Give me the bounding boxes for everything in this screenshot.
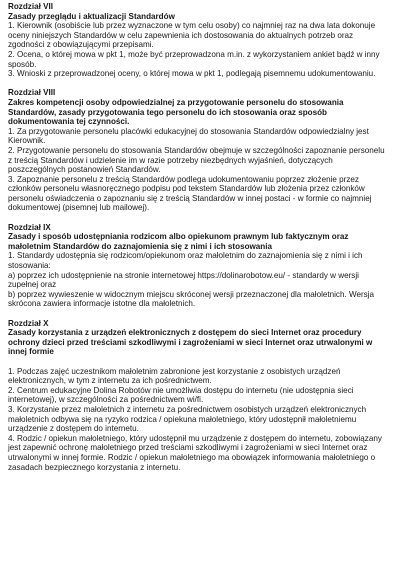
section-title: Rozdział VII bbox=[8, 2, 53, 11]
blank-line bbox=[8, 357, 390, 367]
section-rozdzial-ix bbox=[8, 223, 390, 309]
paragraph: 1. Podczas zajęć uczestnikom małoletnim zabronione jest korzystanie z osobistych urządzeń elektronicznych, w tym z internetu za ich pośrednictwem. bbox=[8, 366, 341, 386]
section-heading: Zasady przeglądu i aktualizacji Standardów bbox=[8, 11, 175, 21]
section-title: Rozdział IX bbox=[8, 222, 51, 232]
paragraph: 3. Korzystanie przez małoletnich z internetu za pośrednictwem osobistych urządzeń elektronicznych małoletnich odbywa się na ryzyko rodzica / opiekuna małoletniego, który udostępnił małoletniemu urządzenie z dostępem do internetu. bbox=[8, 404, 367, 434]
section-title: Rozdział VIII bbox=[8, 88, 56, 98]
section-rozdzial-vii bbox=[8, 2, 390, 79]
paragraph: a) poprzez ich udostępnienie na stronie internetowej https://dolinarobotow.eu/ - standardy w wersji zupełnej oraz bbox=[8, 270, 359, 290]
paragraph: 2. Przygotowanie personelu do stosowania Standardów obejmuje w szczególności zapoznanie personelu z treścią Standardów i udzielenie im w razie potrzeby niezbędnych wyjaśnień, dotyczących poszczególnych postanowień Standardów. bbox=[8, 145, 385, 175]
section-heading: Zasady korzystania z urządzeń elektronicznych z dostępem do sieci Internet oraz procedury ochrony dzieci przed treściami szkodliwymi i zagrożeniami w sieci Internet oraz utrwalonymi w innej formie bbox=[8, 328, 373, 357]
paragraph: b) poprzez wywieszenie w widocznym miejscu skróconej wersji przeznaczonej dla małoletnich. Wersja skrócona zawiera informacje istotne dla małoletnich. bbox=[8, 289, 375, 309]
section-title: Rozdział X bbox=[8, 318, 49, 328]
section-heading: Zakres kompetencji osoby odpowiedzialnej za przygotowanie personelu do stosowania Standardów, zasady przygotowania tego personelu do ich stosowania oraz sposób dokumentowania tej czynności. bbox=[8, 97, 344, 127]
paragraph: 2. Ocena, o której mowa w pkt 1, może być przeprowadzona m.in. z wykorzystaniem ankiet bądź w inny sposób. bbox=[8, 49, 380, 69]
paragraph: 2. Centrum edukacyjne Dolina Robotów nie umożliwia dostępu do internetu (nie udostępnia sieci internetowej), w szczególności za pośrednictwem wi/fi. bbox=[8, 385, 354, 405]
section-rozdzial-viii bbox=[8, 88, 390, 213]
paragraph: 3. Zapoznanie personelu z treścią Standardów podlega udokumentowaniu poprzez złożenie przez członków personelu własnoręcznego podpisu pod tekstem Standardów lub złożenia przez członków personelu oświadczenia o zapoznaniu się z treścią Standardów w innej postaci - w formie co najmniej dokumentowej (pisemnej lub mailowej). bbox=[8, 174, 372, 213]
paragraph: 1. Kierownik (osobiście lub przez wyznaczone w tym celu osoby) co najmniej raz na dwa lata dokonuje oceny niniejszych Standardów w celu zapewnienia ich dostosowania do aktualnych potrzeb oraz zgodności z obowiązującymi przepisami. bbox=[8, 21, 376, 50]
paragraph: 3. Wnioski z przeprowadzonej oceny, o której mowa w pkt 1, podlegają pisemnemu udokumentowaniu. bbox=[8, 69, 376, 79]
section-heading: Zasady i sposób udostępniania rodzicom albo opiekunom prawnym lub faktycznym oraz małoletnim Standardów do zaznajomienia się z nimi i ich stosowania bbox=[8, 232, 349, 251]
paragraph: 1. Za przygotowanie personelu placówki edukacyjnej do stosowania Standardów odpowiedzialny jest Kierownik. bbox=[8, 126, 369, 146]
paragraph: 1. Standardy udostępnia się rodzicom/opiekunom oraz małoletnim do zaznajomienia się z nimi i ich stosowania: bbox=[8, 251, 363, 271]
paragraph: 4. Rodzic / opiekun małoletniego, który udostępnił mu urządzenie z dostępem do internetu, zobowiązany jest zapewnić ochronę małoletniego przed treściami szkodliwymi i zagrożeniami w sieci Internet oraz utrwalonymi w innej formie. Rodzic / opiekun małoletniego ma obowiązek informowania małoletniego o zasadach bezpiecznego korzystania z internetu. bbox=[8, 433, 382, 472]
section-rozdzial-x bbox=[8, 319, 390, 473]
